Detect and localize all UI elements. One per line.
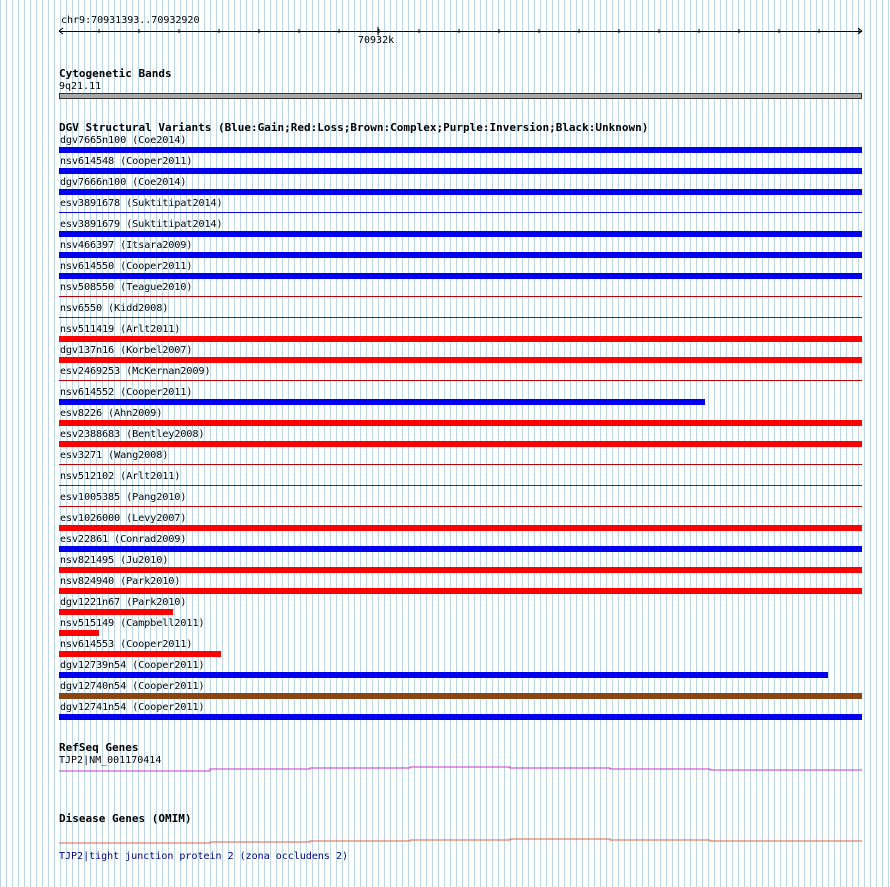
dgv-variant-bar-loss[interactable] [59, 588, 862, 594]
cytoband-label: 9q21.11 [59, 81, 102, 92]
omim-track-title[interactable]: Disease Genes (OMIM) [59, 812, 192, 825]
dgv-variant-label[interactable]: nsv821495 (Ju2010) [60, 555, 169, 566]
dgv-variant-bar-loss[interactable] [59, 506, 862, 507]
dgv-variant-label[interactable]: esv1005385 (Pang2010) [60, 492, 187, 503]
dgv-variant-bar-loss[interactable] [59, 464, 862, 465]
dgv-variant-bar-loss[interactable] [59, 630, 99, 636]
dgv-variant-label[interactable]: nsv614550 (Cooper2011) [60, 261, 193, 272]
dgv-variant-label[interactable]: dgv12740n54 (Cooper2011) [60, 681, 205, 692]
dgv-track-title[interactable]: DGV Structural Variants (Blue:Gain;Red:Loss;Brown:Complex;Purple:Inversion;Black:Unknown) [59, 121, 649, 134]
dgv-variant-bar-loss[interactable] [59, 420, 862, 426]
dgv-variant-label[interactable]: nsv512102 (Arlt2011) [60, 471, 181, 482]
dgv-variant-label[interactable]: esv8226 (Ahn2009) [60, 408, 163, 419]
dgv-variant-bar-gain[interactable] [59, 273, 862, 279]
refseq-gene-line [59, 767, 862, 771]
omim-gene-link[interactable]: TJP2|tight junction protein 2 (zona occludens 2) [59, 851, 348, 862]
dgv-variant-bar-gain[interactable] [59, 212, 862, 213]
dgv-variant-label[interactable]: nsv508550 (Teague2010) [60, 282, 193, 293]
dgv-variant-bar-loss[interactable] [59, 525, 862, 531]
dgv-variant-label[interactable]: esv2469253 (McKernan2009) [60, 366, 211, 377]
dgv-variant-label[interactable]: esv3271 (Wang2008) [60, 450, 169, 461]
dgv-variant-bar-loss[interactable] [59, 357, 862, 363]
ruler-axis[interactable] [59, 31, 862, 32]
omim-gene-line [59, 839, 862, 843]
dgv-variant-label[interactable]: dgv137n16 (Korbel2007) [60, 345, 193, 356]
dgv-variant-label[interactable]: nsv614553 (Cooper2011) [60, 639, 193, 650]
dgv-variant-bar-loss[interactable] [59, 609, 173, 615]
dgv-variant-bar-gain[interactable] [59, 546, 862, 552]
dgv-variant-bar-gain[interactable] [59, 714, 862, 720]
dgv-variant-label[interactable]: nsv6550 (Kidd2008) [60, 303, 169, 314]
dgv-variant-label[interactable]: dgv7665n100 (Coe2014) [60, 135, 187, 146]
dgv-variant-label[interactable]: nsv511419 (Arlt2011) [60, 324, 181, 335]
dgv-variant-bar-gain[interactable] [59, 231, 862, 237]
dgv-variant-bar-gain[interactable] [59, 399, 705, 405]
dgv-variant-label[interactable]: esv2388683 (Bentley2008) [60, 429, 205, 440]
dgv-variant-label[interactable]: nsv515149 (Campbell2011) [60, 618, 205, 629]
cytoband-track-title[interactable]: Cytogenetic Bands [59, 67, 172, 80]
dgv-variant-label[interactable]: nsv466397 (Itsara2009) [60, 240, 193, 251]
refseq-track-title[interactable]: RefSeq Genes [59, 741, 139, 754]
cytoband-bar[interactable] [59, 93, 862, 99]
dgv-variant-label[interactable]: nsv614548 (Cooper2011) [60, 156, 193, 167]
dgv-variant-label[interactable]: esv22861 (Conrad2009) [60, 534, 187, 545]
dgv-variant-label[interactable]: dgv12739n54 (Cooper2011) [60, 660, 205, 671]
dgv-variant-bar-gain[interactable] [59, 672, 828, 678]
dgv-variant-label[interactable]: esv3891679 (Suktitipat2014) [60, 219, 223, 230]
dgv-variant-bar-loss[interactable] [59, 567, 862, 573]
dgv-variant-bar-gain[interactable] [59, 168, 862, 174]
dgv-variant-bar-gain[interactable] [59, 147, 862, 153]
dgv-variant-bar-loss[interactable] [59, 441, 862, 447]
dgv-variant-label[interactable]: esv3891678 (Suktitipat2014) [60, 198, 223, 209]
dgv-variant-label[interactable]: dgv1221n67 (Park2010) [60, 597, 187, 608]
dgv-variant-bar-loss[interactable] [59, 485, 862, 486]
ruler-tick-label: 70932k [358, 35, 395, 46]
dgv-variant-bar-complex[interactable] [59, 693, 862, 699]
refseq-gene-label[interactable]: TJP2|NM_001170414 [59, 755, 162, 766]
dgv-variant-label[interactable]: nsv824940 (Park2010) [60, 576, 181, 587]
dgv-variant-bar-loss[interactable] [59, 296, 862, 297]
dgv-variant-bar-gain[interactable] [59, 252, 862, 258]
region-label: chr9:70931393..70932920 [61, 15, 200, 26]
dgv-variant-bar-loss[interactable] [59, 317, 862, 318]
dgv-variant-bar-gain[interactable] [59, 189, 862, 195]
dgv-variant-bar-loss[interactable] [59, 336, 862, 342]
dgv-variant-bar-loss[interactable] [59, 651, 221, 657]
dgv-variant-label[interactable]: dgv12741n54 (Cooper2011) [60, 702, 205, 713]
dgv-variant-label[interactable]: dgv7666n100 (Coe2014) [60, 177, 187, 188]
dgv-variant-label[interactable]: nsv614552 (Cooper2011) [60, 387, 193, 398]
dgv-variant-label[interactable]: esv1026000 (Levy2007) [60, 513, 187, 524]
dgv-variant-bar-loss[interactable] [59, 380, 862, 381]
